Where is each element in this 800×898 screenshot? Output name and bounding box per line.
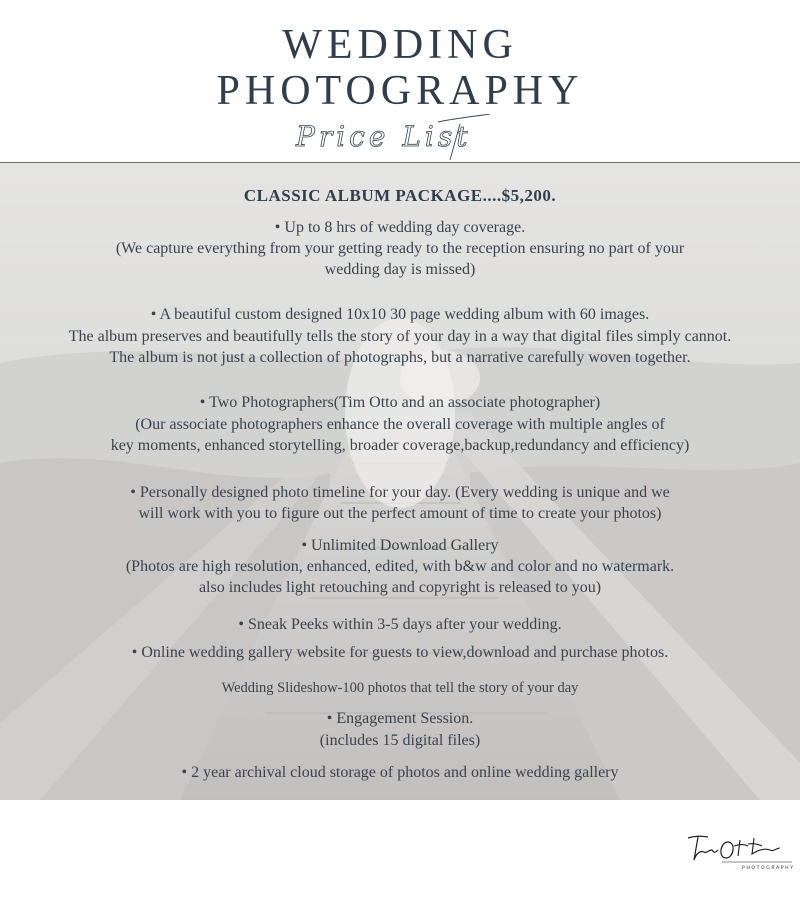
engagement-note: (includes 15 digital files) bbox=[319, 732, 481, 749]
background-photo bbox=[0, 163, 800, 800]
title-line-wedding: WEDDING bbox=[282, 22, 518, 68]
album-note-2: The album is not just a collection of photographs, but a narrative carefully woven together. bbox=[109, 349, 691, 366]
sneak-peeks-line: • Sneak Peeks within 3-5 days after your wedding. bbox=[238, 616, 562, 633]
package-title: CLASSIC ALBUM PACKAGE....$5,200. bbox=[243, 186, 557, 205]
footer bbox=[0, 800, 800, 898]
signature-tagline: PHOTOGRAPHY bbox=[742, 866, 795, 871]
photographers-line: • Two Photographers(Tim Otto and an associate photographer) bbox=[199, 394, 601, 411]
album-line: • A beautiful custom designed 10x10 30 page wedding album with 60 images. bbox=[150, 306, 650, 323]
online-gallery-line: • Online wedding gallery website for guests to view,download and purchase photos. bbox=[131, 644, 669, 661]
gallery-note-1: (Photos are high resolution, enhanced, edited, with b&w and color and no watermark. bbox=[125, 558, 675, 575]
gallery-note-2: also includes light retouching and copyright is released to you) bbox=[198, 579, 602, 596]
price-list-script bbox=[288, 114, 498, 162]
gallery-line: • Unlimited Download Gallery bbox=[301, 537, 499, 554]
coverage-note-1: (We capture everything from your getting ready to the reception ensuring no part of your bbox=[115, 240, 685, 257]
timeline-line-1: • Personally designed photo timeline for your day. (Every wedding is unique and we bbox=[130, 484, 670, 501]
album-note-1: The album preserves and beautifully tells the story of your day in a way that digital files simply cannot. bbox=[68, 328, 732, 345]
photographers-note-1: (Our associate photographers enhance the overall coverage with multiple angles of bbox=[135, 416, 665, 433]
coverage-line: • Up to 8 hrs of wedding day coverage. bbox=[274, 219, 526, 236]
coverage-note-2: wedding day is missed) bbox=[324, 261, 476, 278]
price-list-text: Price List bbox=[296, 120, 472, 153]
timeline-line-2: will work with you to figure out the perfect amount of time to create your photos) bbox=[138, 505, 662, 522]
header bbox=[0, 0, 800, 162]
price-details bbox=[0, 163, 800, 800]
photographers-note-2: key moments, enhanced storytelling, broader coverage,backup,redundancy and efficiency) bbox=[110, 437, 690, 454]
slideshow-line: Wedding Slideshow-100 photos that tell the story of your day bbox=[221, 680, 579, 696]
storage-line: • 2 year archival cloud storage of photos and online wedding gallery bbox=[181, 764, 619, 781]
title-line-photography: PHOTOGRAPHY bbox=[216, 68, 584, 114]
engagement-line: • Engagement Session. bbox=[326, 710, 474, 727]
tim-otto-signature-logo bbox=[684, 828, 796, 872]
